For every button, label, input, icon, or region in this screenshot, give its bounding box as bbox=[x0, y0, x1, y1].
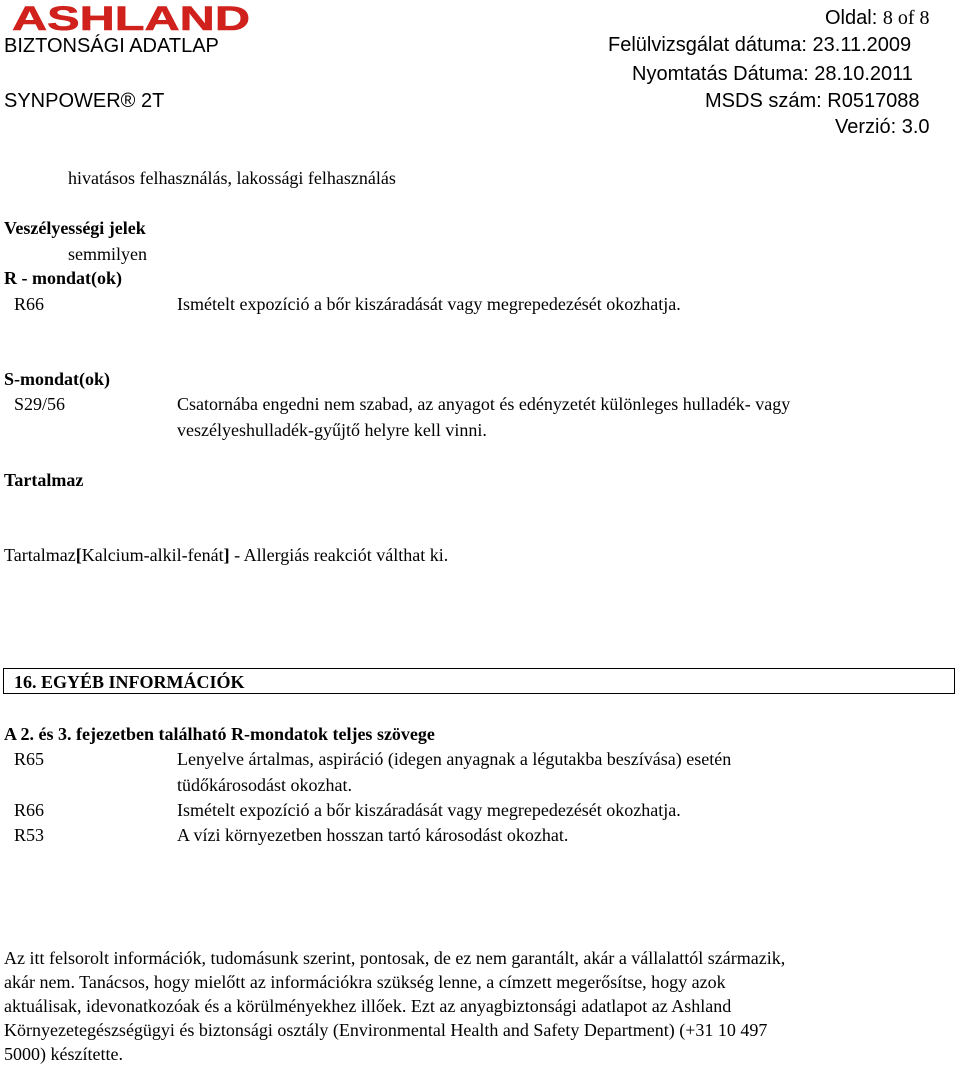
s-phrase-text-line2: veszélyeshulladék-gyűjtő helyre kell vinni. bbox=[177, 420, 487, 440]
version bbox=[835, 115, 930, 139]
s-phrase-text-line1: Csatornába engedni nem szabad, az anyagot és edényzetét különleges hulladék- vagy bbox=[177, 394, 791, 414]
phrase-text-r65-line1: Lenyelve ártalmas, aspiráció (idegen anyagnak a légutakba beszívása) esetén bbox=[177, 749, 732, 769]
section-16-title: 16. EGYÉB INFORMÁCIÓK bbox=[14, 672, 245, 692]
disclaimer-paragraph bbox=[4, 946, 956, 1066]
version-label: Verzió: bbox=[835, 116, 897, 138]
r-phrase-code: R66 bbox=[14, 294, 45, 314]
contains-substance: Kalcium-alkil-fenát bbox=[81, 545, 224, 565]
ashland-logo-text: ASHLAND bbox=[12, 2, 250, 34]
phrase-code-r65: R65 bbox=[14, 749, 45, 769]
hazard-symbols-heading: Veszélyességi jelek bbox=[4, 218, 146, 238]
phrase-text-r53: A vízi környezetben hosszan tartó károsodást okozhat. bbox=[177, 825, 569, 845]
version-value: 3.0 bbox=[901, 116, 930, 138]
page-label: Oldal: bbox=[825, 7, 878, 29]
page-value: 8 of 8 bbox=[882, 7, 930, 29]
contains-bracket-close: ] bbox=[223, 545, 230, 565]
contains-statement bbox=[4, 543, 448, 567]
s-phrases-heading: S-mondat(ok) bbox=[4, 369, 111, 389]
print-date-value: 28.10.2011 bbox=[814, 63, 913, 85]
section-16-subheading: A 2. és 3. fejezetben található R-mondatok teljes szövege bbox=[4, 724, 435, 744]
disclaimer-line: aktuálisak, idevonatkozóak és a körülményekhez illőek. Ezt az anyagbiztonsági adatlapot az Ashland bbox=[4, 996, 732, 1016]
product-name: SYNPOWER® 2T bbox=[4, 90, 165, 112]
ashland-logo bbox=[12, 2, 252, 34]
page-number bbox=[825, 6, 929, 30]
phrase-code-r66: R66 bbox=[14, 800, 45, 820]
review-date-value: 23.11.2009 bbox=[812, 34, 912, 56]
r-phrases-heading: R - mondat(ok) bbox=[4, 268, 123, 288]
phrase-code-r53: R53 bbox=[14, 825, 45, 845]
contains-bracket-open: [ bbox=[75, 545, 82, 565]
phrase-text-r65-line2: tüdőkárosodást okozhat. bbox=[177, 775, 352, 795]
print-date bbox=[632, 62, 913, 86]
contains-suffix: - Allergiás reakciót válthat ki. bbox=[229, 545, 449, 565]
usage-line: hivatásos felhasználás, lakossági felhasználás bbox=[68, 168, 396, 188]
contains-heading: Tartalmaz bbox=[4, 470, 84, 490]
disclaimer-line: Az itt felsorolt információk, tudomásunk szerint, pontosak, de ez nem garantált, akár a vállalattól származik, bbox=[4, 948, 786, 968]
disclaimer-line: akár nem. Tanácsos, hogy mielőtt az információkra szükség lenne, a címzett megerősítse, hogy azok bbox=[4, 972, 726, 992]
section-16-header bbox=[3, 668, 955, 694]
msds-number bbox=[705, 89, 920, 113]
phrase-text-r66: Ismételt expozíció a bőr kiszáradását vagy megrepedezését okozhatja. bbox=[177, 800, 681, 820]
disclaimer-line: Környezetegészségügyi és biztonsági osztály (Environmental Health and Safety Department) (+31 10 497 bbox=[4, 1020, 768, 1040]
print-date-label: Nyomtatás Dátuma: bbox=[632, 63, 809, 85]
s-phrase-code: S29/56 bbox=[14, 394, 66, 414]
review-date bbox=[608, 33, 911, 57]
msds-value: R0517088 bbox=[827, 90, 920, 112]
hazard-symbols-value: semmilyen bbox=[68, 244, 147, 264]
msds-label: MSDS szám: bbox=[705, 90, 822, 112]
disclaimer-line: 5000) készítette. bbox=[4, 1044, 123, 1064]
review-date-label: Felülvizsgálat dátuma: bbox=[608, 34, 807, 56]
contains-prefix: Tartalmaz bbox=[4, 545, 76, 565]
r-phrase-text: Ismételt expozíció a bőr kiszáradását vagy megrepedezését okozhatja. bbox=[177, 294, 681, 314]
document-title: BIZTONSÁGI ADATLAP bbox=[4, 35, 219, 57]
